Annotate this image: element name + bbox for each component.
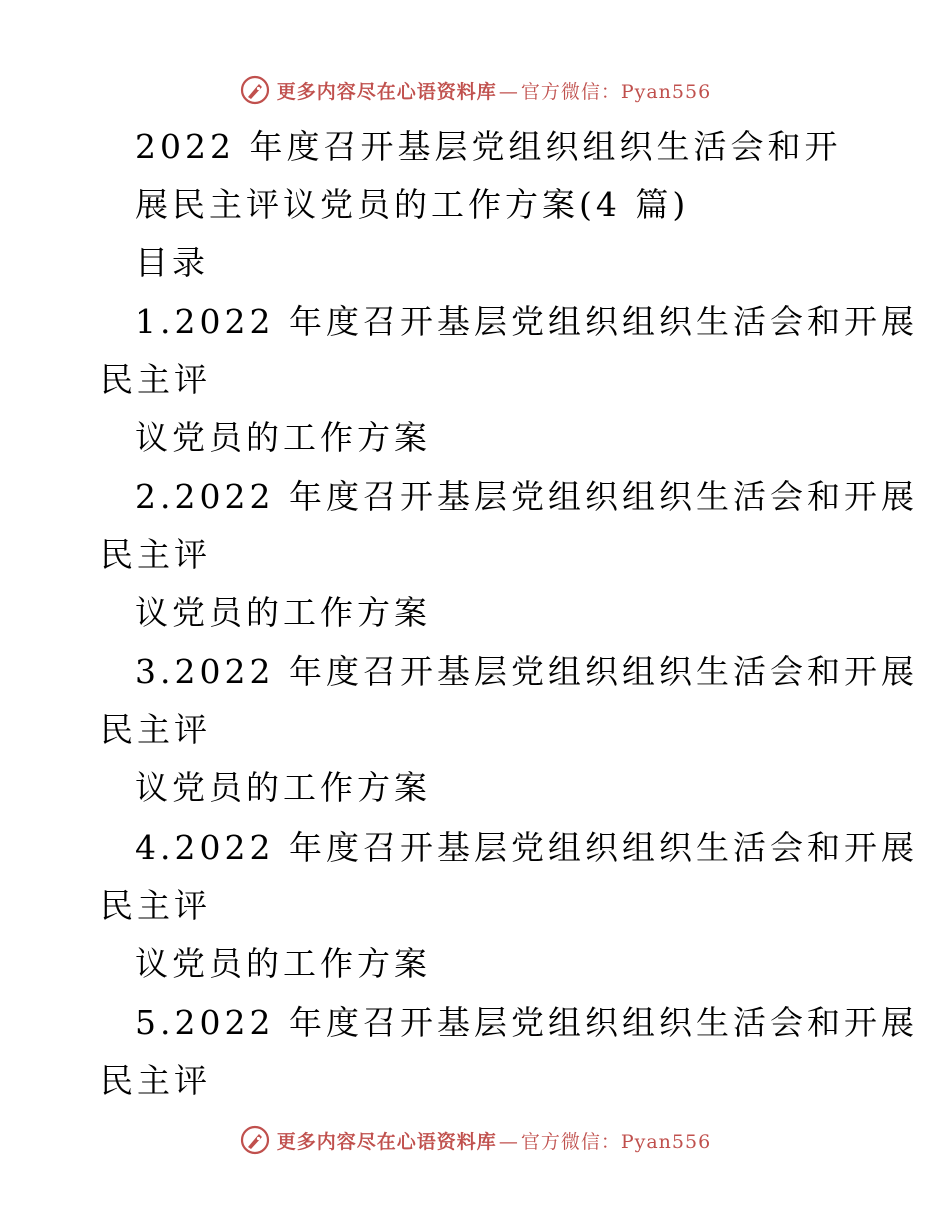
banner-wechat-label: 官方微信： [520,80,621,103]
toc-item-1-line-b: 民主评 [100,360,211,399]
toc-heading: 目录 [135,243,209,282]
document-title-line-2: 展民主评议党员的工作方案(4 篇) [135,185,690,224]
banner-brand: 更多内容尽在心语资料库 [276,1130,497,1153]
toc-item-5-line-a: 5.2022 年度召开基层党组织组织生活会和开展 [135,1003,918,1042]
toc-item-3-line-c: 议党员的工作方案 [135,768,431,807]
toc-item-1-line-a: 1.2022 年度召开基层党组织组织生活会和开展 [135,302,918,341]
banner-text [277,1127,711,1154]
toc-item-1-line-c: 议党员的工作方案 [135,418,431,457]
toc-item-3-line-b: 民主评 [100,710,211,749]
pen-nib-logo-icon [239,74,271,106]
toc-item-2-line-c: 议党员的工作方案 [135,593,431,632]
banner-separator: — [498,1130,519,1153]
banner-inner [239,74,711,106]
banner-text [277,77,711,104]
banner-wechat-id: Pyan556 [620,80,712,103]
toc-item-2-line-b: 民主评 [100,535,211,574]
document-title-line-1: 2022 年度召开基层党组织组织生活会和开 [135,127,842,166]
toc-item-4-line-a: 4.2022 年度召开基层党组织组织生活会和开展 [135,828,918,867]
banner-inner [239,1124,711,1156]
banner-wechat-id: Pyan556 [620,1130,712,1153]
toc-item-5-line-b: 民主评 [100,1061,211,1100]
header-banner [0,70,950,110]
banner-separator: — [498,80,519,103]
footer-banner [0,1120,950,1160]
toc-item-3-line-a: 3.2022 年度召开基层党组织组织生活会和开展 [135,652,918,691]
banner-brand: 更多内容尽在心语资料库 [276,80,497,103]
toc-item-4-line-c: 议党员的工作方案 [135,944,431,983]
banner-wechat-label: 官方微信： [520,1130,621,1153]
toc-item-2-line-a: 2.2022 年度召开基层党组织组织生活会和开展 [135,477,918,516]
pen-nib-logo-icon [239,1124,271,1156]
toc-item-4-line-b: 民主评 [100,886,211,925]
